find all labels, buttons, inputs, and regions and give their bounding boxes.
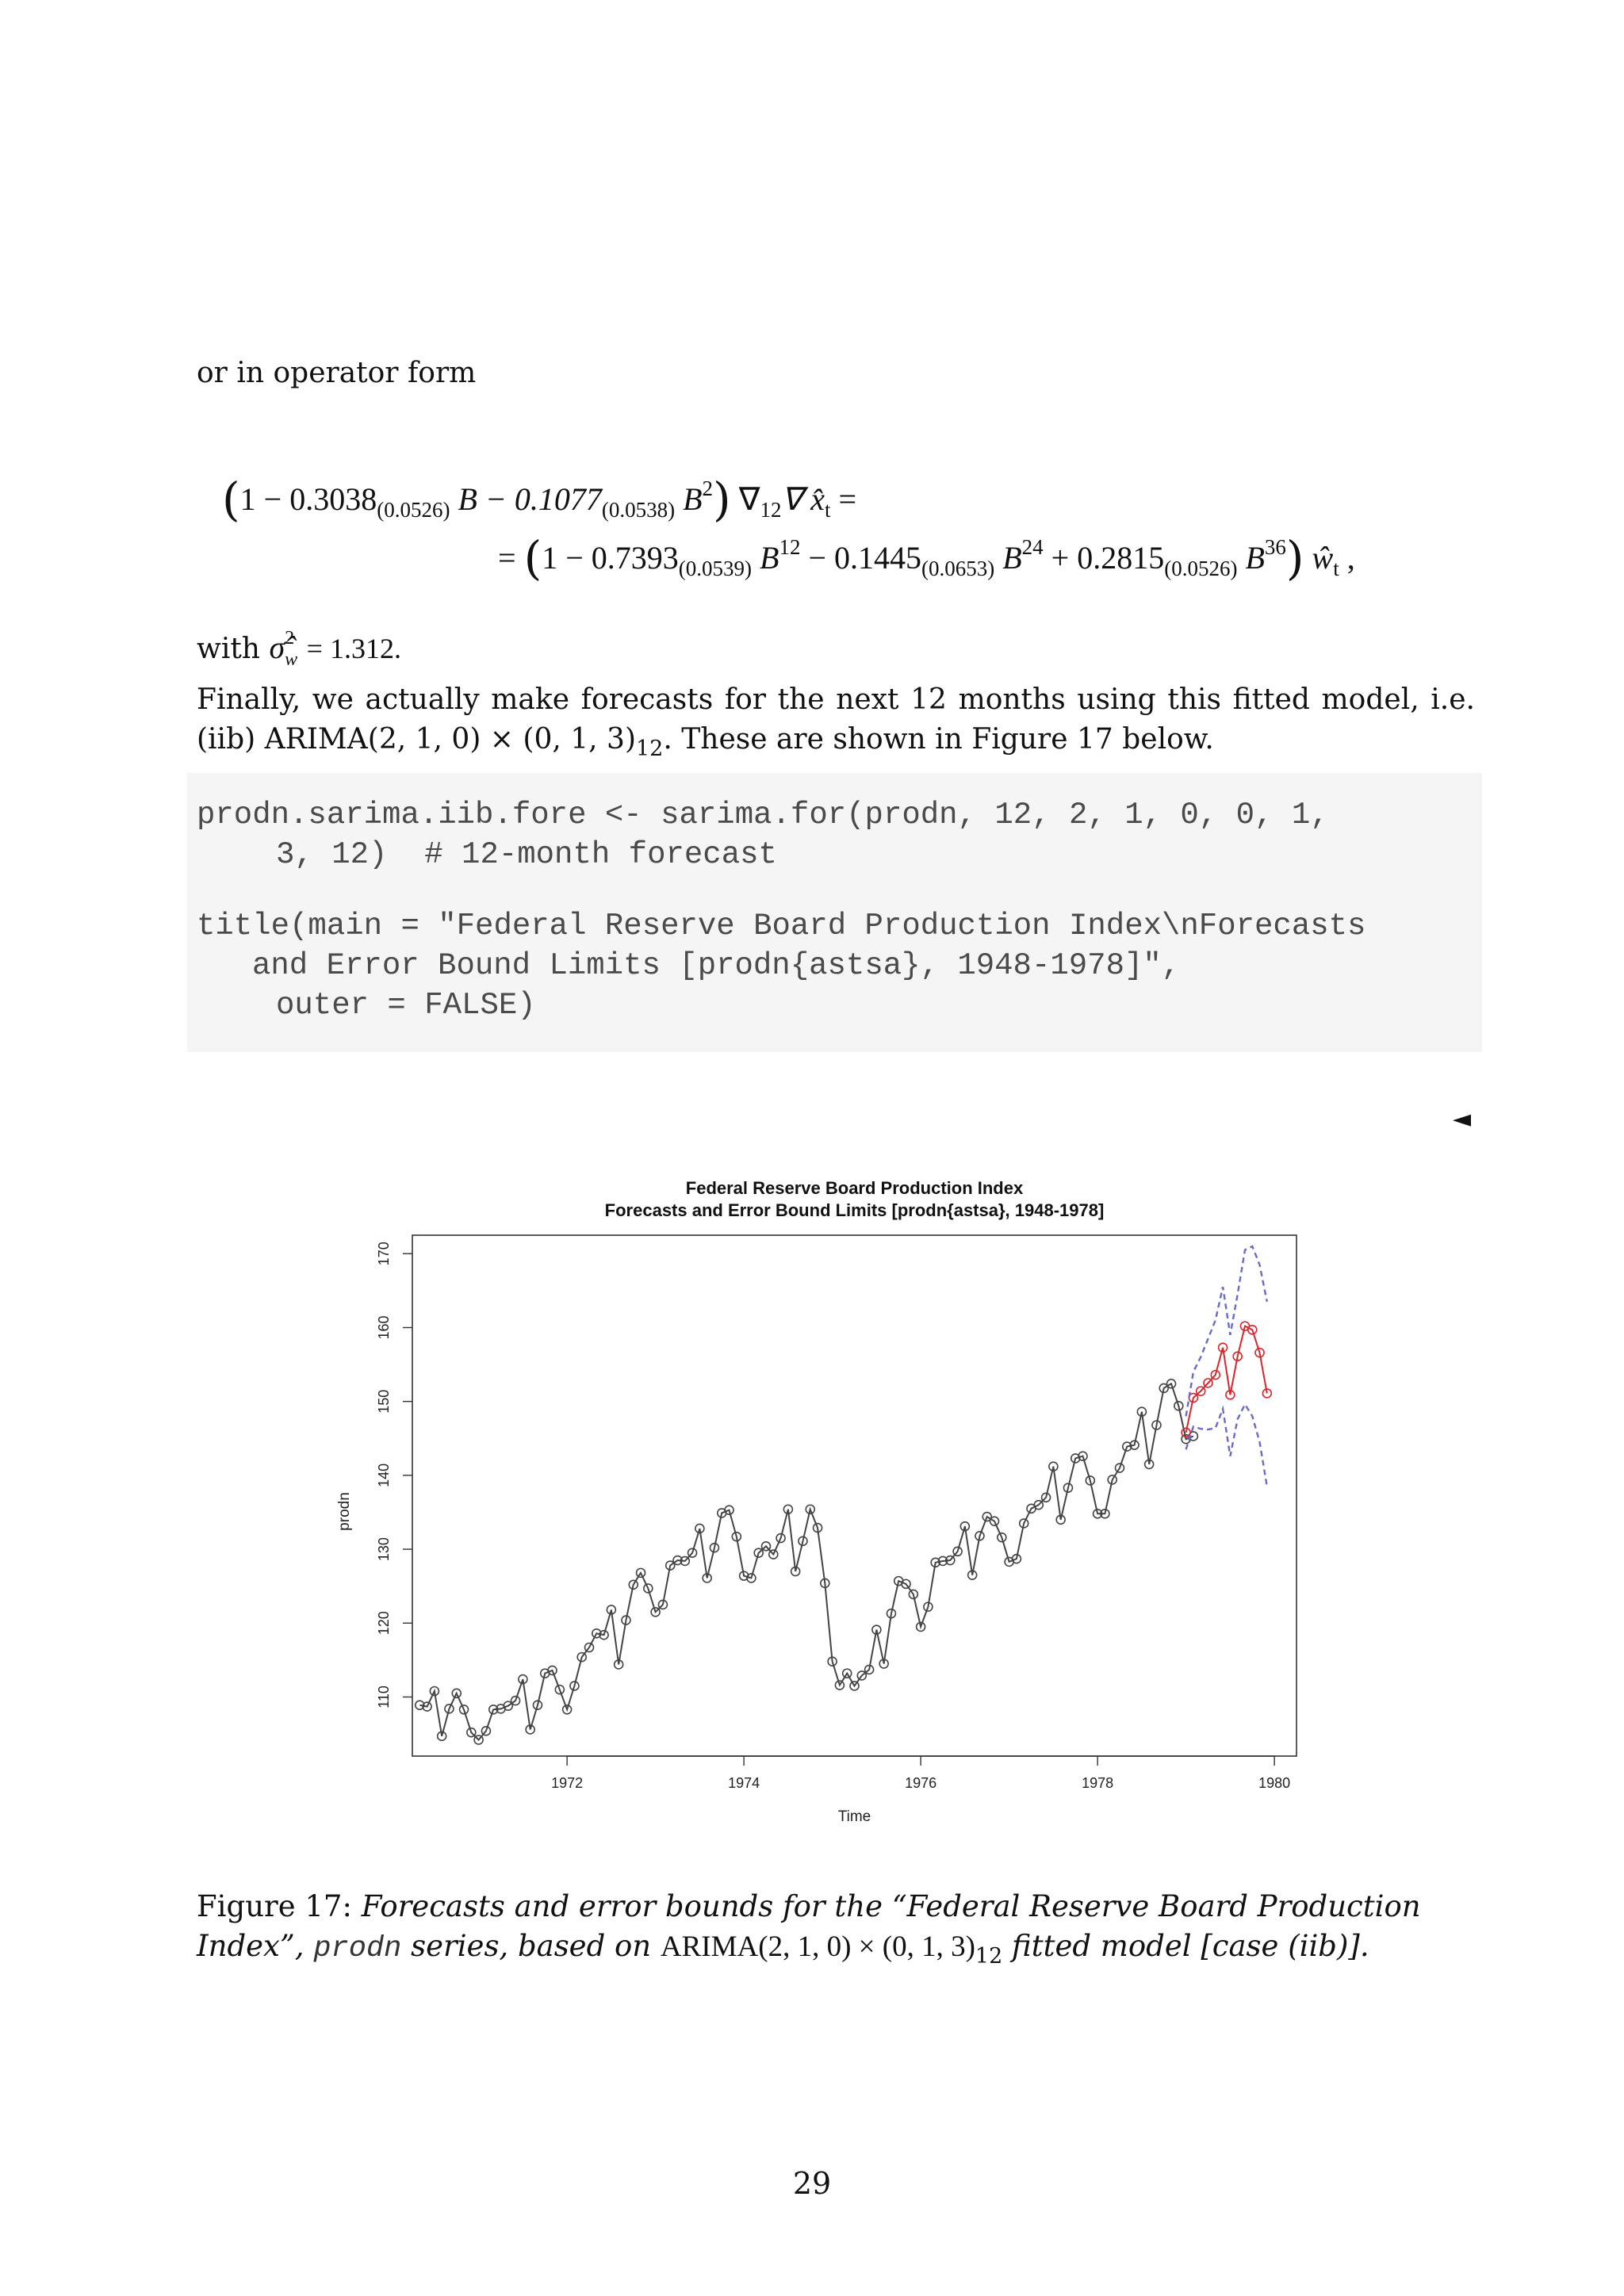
code-line: outer = FALSE)	[276, 988, 536, 1023]
equation-line-2: = ($1 - 0.7393_{(0.0539)}$ $B^{12} - 0.1445_{(0.0653)}$ $B^{24} + 0.2815_{(0.0526)}$ $B^{36}$) $ŵ_t$ ,	[498, 531, 1355, 585]
sigma-text: with σ̂$^2_w$ = 1.312.	[197, 628, 401, 670]
intro-text: or in operator form	[197, 357, 477, 389]
equation-line-1: ($1 - 0.3038_{(0.0526)}$ $B - 0.1077_{(0.0538)}$ $B^2$) $\nabla_{12}\nabla$ $x̂_t$ =	[222, 473, 857, 526]
y-axis-label: prodn	[336, 1492, 353, 1531]
forecast-chart	[317, 1164, 1316, 1846]
forecast-line	[1186, 1326, 1267, 1433]
x-tick-label: 1972	[551, 1775, 584, 1791]
y-tick-label: 160	[376, 1315, 392, 1340]
code-line: prodn.sarima.iib.fore <- sarima.for(prodn, 12, 2, 1, 0, 0, 1,	[197, 798, 1329, 832]
paragraph-forecast: Finally, we actually make forecasts for the next 12 months using this fitted model, i.e. (iib) ARIMA(2, 1, 0) × (0, 1, $3)_{12}$. These are shown in Figure 17 below.	[197, 683, 1475, 761]
y-tick-label: 150	[376, 1389, 392, 1414]
upper-bound-line	[1186, 1246, 1267, 1416]
chart-title: Federal Reserve Board Production Index	[685, 1178, 1024, 1198]
x-tick-label: 1976	[905, 1775, 937, 1791]
code-block	[187, 773, 1482, 1052]
code-line: title(main = "Federal Reserve Board Production Index\nForecasts	[197, 909, 1366, 943]
y-tick-label: 120	[376, 1611, 392, 1636]
x-axis-label: Time	[837, 1808, 871, 1825]
y-tick-label: 110	[376, 1686, 392, 1709]
x-tick-label: 1978	[1082, 1775, 1114, 1791]
chart-subtitle: Forecasts and Error Bound Limits [prodn{astsa}, 1948-1978]	[604, 1200, 1105, 1220]
lower-bound-line	[1186, 1404, 1267, 1487]
x-tick-label: 1980	[1258, 1775, 1291, 1791]
figure-caption: Figure 17: Forecasts and error bounds for the “Federal Reserve Board Production Index”, prodn series, based on ARIMA(2, 1, 0) × (0, 1, $3)_{12}$ fitted model [case (iib)].	[197, 1889, 1421, 1969]
code-line: and Error Bound Limits [prodn{astsa}, 1948-1978]",	[252, 948, 1181, 983]
y-tick-label: 130	[376, 1537, 392, 1562]
back-arrow-icon[interactable]: ◄	[1453, 1105, 1472, 1133]
page-number: 29	[792, 2166, 832, 2201]
x-tick-label: 1974	[728, 1775, 760, 1791]
y-tick-label: 140	[376, 1463, 392, 1487]
code-line: 3, 12) # 12-month forecast	[276, 837, 777, 872]
observed-line	[419, 1383, 1193, 1739]
y-tick-label: 170	[376, 1242, 392, 1266]
